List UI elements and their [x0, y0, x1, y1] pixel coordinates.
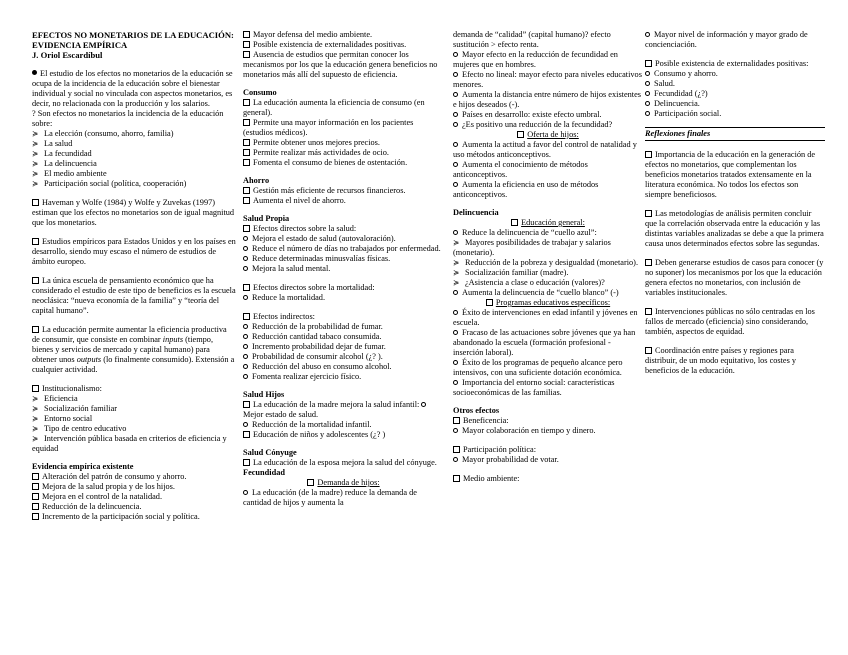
- circle-bullet-icon: [243, 236, 248, 241]
- circle-bullet-icon: [453, 72, 458, 77]
- eficiencia-paragraph: La educación permite aumentar la eficiencia productiva de consumir, que consiste en combinar inputs (tiempo, bienes y servicios de mercado y capital humano) para obtener unos outputs (lo finalmente consumido). Extensión a cualquier actividad.: [32, 325, 235, 374]
- document-title: EFECTOS NO MONETARIOS DE LA EDUCACIÓN: EVIDENCIA EMPÍRICA: [32, 30, 234, 50]
- list-item: Reduce el número de días no trabajados por enfermedad.: [243, 244, 444, 254]
- list-item: Fomenta realizar ejercicio físico.: [243, 372, 444, 382]
- list-item: Importancia del entorno social: características socioeconómicas de las familias.: [453, 378, 615, 397]
- circle-bullet-icon: [645, 111, 650, 116]
- list-item: Medio ambiente:: [453, 474, 643, 484]
- list-item: ≽ Participación social (política, cooperación): [32, 179, 187, 188]
- list-item: Mayor efecto en la reducción de fecundidad en mujeres que en hombres.: [453, 50, 618, 69]
- list-item: Alteración del patrón de consumo y ahorro.: [32, 472, 236, 482]
- arrow-bullet-icon: ≽: [32, 179, 39, 188]
- list-item: Reducción de la probabilidad de fumar.: [243, 322, 444, 332]
- list-item: Incremento de la participación social y política.: [32, 512, 236, 522]
- list-item: La educación (de la madre) reduce la demanda de cantidad de hijos y aumenta la: [243, 488, 417, 507]
- checkbox-square-icon: [645, 151, 652, 158]
- circle-bullet-icon: [243, 344, 248, 349]
- continuation-text: demanda de “calidad” (capital humano)? efecto sustitución > efecto renta.: [453, 30, 611, 49]
- list-item: La educación aumenta la eficiencia de consumo (en general).: [243, 98, 425, 117]
- intro-paragraph: El estudio de los efectos no monetarios de la educación se ocupa de la incidencia de la educación sobre el bienestar individual y social no vinculada con aspectos monetarios, es decir, no relacionada con la producción y los salarios.: [32, 69, 233, 108]
- reflexion-paragraph: Intervenciones públicas no sólo centradas en los fallos de mercado (eficiencia) sino considerando, también, aspectos de equidad.: [645, 307, 815, 336]
- list-item: Éxito de los programas de pequeño alcance pero intensivos, con una suficiente dotación económica.: [453, 358, 623, 377]
- checkbox-square-icon: [243, 313, 250, 320]
- checkbox-square-icon: [32, 513, 39, 520]
- section-heading-delincuencia: Delincuencia: [453, 208, 499, 217]
- list-item: ≽ ¿Asistencia a clase o educación (valores)?: [453, 278, 605, 287]
- section-heading-consumo: Consumo: [243, 88, 277, 97]
- list-item: Fecundidad (¿?): [645, 89, 825, 99]
- institucionalismo: Institucionalismo:: [32, 384, 236, 394]
- subheading-programas: Programas educativos específicos:: [453, 298, 643, 308]
- arrow-bullet-icon: ≽: [32, 149, 39, 158]
- section-heading-evidencia: Evidencia empírica existente: [32, 462, 134, 471]
- list-item: ≽ Mayores posibilidades de trabajar y salarios (monetario).: [453, 238, 611, 257]
- circle-bullet-icon: [453, 330, 458, 335]
- list-item: ¿Es positivo una reducción de la fecundidad?: [453, 120, 643, 130]
- circle-bullet-icon: [453, 122, 458, 127]
- checkbox-square-icon: [645, 210, 652, 217]
- list-item: ≽ Socialización familiar (madre).: [453, 268, 569, 277]
- circle-bullet-icon: [453, 52, 458, 57]
- checkbox-square-icon: [243, 31, 250, 38]
- arrow-bullet-icon: ≽: [453, 238, 460, 247]
- list-item: Aumenta la distancia entre número de hijos existentes e hijos deseados (-).: [453, 90, 642, 109]
- list-item: Mayor probabilidad de votar.: [453, 455, 643, 465]
- reflexion-paragraph: Importancia de la educación en la generación de efectos no monetarios, que complementan los beneficios monetarios tratados extensamente en la literatura económica. No todos los efectos son siempre beneficiosos.: [645, 150, 816, 199]
- list-item: Permite una mayor información en los pacientes (estudios médicos).: [243, 118, 414, 137]
- section-heading-salud-conyuge: Salud Cónyuge: [243, 448, 297, 457]
- checkbox-square-icon: [645, 347, 652, 354]
- checkbox-square-icon: [32, 483, 39, 490]
- list-item: Participación política:: [453, 445, 643, 455]
- list-item: Aumenta el nivel de ahorro.: [243, 196, 444, 206]
- list-item: Fracaso de las actuaciones sobre jóvenes que ya han abandonado la escuela (formación profesional - inserción laboral).: [453, 328, 636, 357]
- list-item: Consumo y ahorro.: [645, 69, 825, 79]
- list-item: ≽ Entorno social: [32, 414, 93, 423]
- circle-bullet-icon: [453, 182, 458, 187]
- arrow-bullet-icon: ≽: [453, 258, 460, 267]
- list-item: Mejora el estado de salud (autovaloración).: [243, 234, 444, 244]
- list-item: ≽ Intervención pública basada en criterios de eficiencia y equidad: [32, 434, 227, 453]
- circle-bullet-icon: [421, 402, 426, 407]
- checkbox-square-icon: [243, 51, 250, 58]
- list-item: Mayor colaboración en tiempo y dinero.: [453, 426, 643, 436]
- checkbox-square-icon: [32, 493, 39, 500]
- circle-bullet-icon: [453, 142, 458, 147]
- circle-bullet-icon: [453, 162, 458, 167]
- section-heading-ahorro: Ahorro: [243, 176, 270, 185]
- checkbox-square-icon: [243, 459, 250, 466]
- checkbox-square-icon: [32, 326, 39, 333]
- list-item: Educación de niños y adolescentes (¿? ): [243, 430, 444, 440]
- checkbox-square-icon: [453, 417, 460, 424]
- circle-bullet-icon: [243, 246, 248, 251]
- circle-bullet-icon: [453, 457, 458, 462]
- circle-bullet-icon: [243, 490, 248, 495]
- list-item: ≽ El medio ambiente: [32, 169, 107, 178]
- circle-bullet-icon: [243, 266, 248, 271]
- list-item: Posible existencia de externalidades positivas.: [243, 40, 444, 50]
- list-item: Aumenta la eficiencia en uso de métodos anticonceptivos.: [453, 180, 599, 199]
- circle-bullet-icon: [453, 112, 458, 117]
- checkbox-square-icon: [32, 473, 39, 480]
- checkbox-square-icon: [645, 60, 652, 67]
- reflexion-paragraph: Deben generarse estudios de casos para conocer (y no suponer) los mecanismos por los que la educación genera efectos no monetarios, con inclusión de variables institucionales.: [645, 258, 824, 297]
- checkbox-square-icon: [243, 99, 250, 106]
- list-item: Permite realizar más actividades de ocio.: [243, 148, 444, 158]
- circle-bullet-icon: [453, 310, 458, 315]
- section-heading-otros: Otros efectos: [453, 406, 500, 415]
- checkbox-square-icon: [32, 238, 39, 245]
- arrow-bullet-icon: ≽: [32, 404, 39, 413]
- checkbox-square-icon: [243, 197, 250, 204]
- list-item: Ausencia de estudios que permitan conocer los mecanismos por los que la educación genera beneficios no monetarios más allí del supuesto de eficiencia.: [243, 50, 438, 79]
- subheading-demanda: Demanda de hijos:: [243, 478, 444, 488]
- estudios-paragraph: Estudios empíricos para Estados Unidos y en los países en desarrollo, siendo muy escaso el número de estudios de ámbito europeo.: [32, 237, 236, 266]
- list-item: Posible existencia de externalidades positivas:: [645, 59, 825, 69]
- circle-bullet-icon: [453, 360, 458, 365]
- circle-bullet-icon: [453, 428, 458, 433]
- arrow-bullet-icon: ≽: [32, 424, 39, 433]
- arrow-bullet-icon: ≽: [32, 169, 39, 178]
- arrow-bullet-icon: ≽: [32, 394, 39, 403]
- list-item: Incremento probabilidad dejar de fumar.: [243, 342, 444, 352]
- checkbox-square-icon: [243, 284, 250, 291]
- circle-bullet-icon: [645, 71, 650, 76]
- list-item: Mayor nivel de información y mayor grado de concienciación.: [645, 30, 808, 49]
- list-item: La educación de la esposa mejora la salud del cónyuge.: [243, 458, 444, 468]
- list-item: Reducción cantidad tabaco consumida.: [243, 332, 444, 342]
- circle-bullet-icon: [243, 295, 248, 300]
- list-item: Países en desarrollo: existe efecto umbral.: [453, 110, 643, 120]
- list-item: Aumenta la actitud a favor del control de natalidad y uso métodos anticonceptivos.: [453, 140, 637, 159]
- list-item: Gestión más eficiente de recursos financieros.: [243, 186, 444, 196]
- circle-bullet-icon: [645, 81, 650, 86]
- checkbox-square-icon: [243, 401, 250, 408]
- checkbox-square-icon: [243, 139, 250, 146]
- subheading-oferta: Oferta de hijos:: [453, 130, 643, 140]
- list-item: ≽ Reducción de la pobreza y desigualdad (monetario).: [453, 258, 639, 267]
- list-item: ≽ Socialización familiar: [32, 404, 118, 413]
- circle-bullet-icon: [645, 101, 650, 106]
- checkbox-square-icon: [243, 225, 250, 232]
- arrow-bullet-icon: ≽: [32, 434, 39, 443]
- reflexion-paragraph: Coordinación entre países y regiones para distribuir, de un modo equitativo, los costes y beneficios de la educación.: [645, 346, 797, 375]
- section-heading-fecundidad: Fecundidad: [243, 468, 285, 477]
- checkbox-square-icon: [243, 431, 250, 438]
- list-item: Efectos directos sobre la mortalidad:: [243, 283, 444, 293]
- list-item: Beneficencia:: [453, 416, 643, 426]
- section-heading-salud-propia: Salud Propia: [243, 214, 290, 223]
- arrow-bullet-icon: ≽: [32, 414, 39, 423]
- checkbox-square-icon: [243, 149, 250, 156]
- checkbox-square-icon: [32, 199, 39, 206]
- list-item: ≽ Eficiencia: [32, 394, 78, 403]
- checkbox-square-icon: [511, 219, 518, 226]
- arrow-bullet-icon: ≽: [32, 139, 39, 148]
- list-item: Efectos indirectos:: [243, 312, 444, 322]
- effects-list: [32, 129, 236, 189]
- list-item: Mejora en el control de la natalidad.: [32, 492, 236, 502]
- list-item: La educación de la madre mejora la salud infantil: Mejor estado de salud.: [243, 400, 444, 420]
- section-heading-salud-hijos: Salud Hijos: [243, 390, 285, 399]
- checkbox-square-icon: [32, 385, 39, 392]
- list-item: Permite obtener unos mejores precios.: [243, 138, 444, 148]
- escuela-paragraph: La única escuela de pensamiento económico que ha considerado el estudio de este tipo de beneficios es la escuela neoclásica: “nueva economía de la familia” y “teoría del capital humano”.: [32, 276, 236, 315]
- list-item: Participación social.: [645, 109, 825, 119]
- question: ? Son efectos no monetarios la incidencia de la educación sobre:: [32, 109, 224, 128]
- institucionalismo-list: [32, 394, 236, 454]
- list-item: Fomenta el consumo de bienes de ostentación.: [243, 158, 444, 168]
- list-item: Probabilidad de consumir alcohol (¿? ).: [243, 352, 444, 362]
- circle-bullet-icon: [453, 230, 458, 235]
- checkbox-square-icon: [307, 479, 314, 486]
- haveman-paragraph: Haveman y Wolfe (1984) y Wolfe y Zuvekas (1997) estiman que los efectos no monetarios son de igual magnitud que los monetarios.: [32, 198, 235, 227]
- circle-bullet-icon: [243, 334, 248, 339]
- arrow-bullet-icon: ≽: [32, 129, 39, 138]
- circle-bullet-icon: [243, 354, 248, 359]
- circle-bullet-icon: [645, 91, 650, 96]
- list-item: Efectos directos sobre la salud:: [243, 224, 444, 234]
- checkbox-square-icon: [32, 503, 39, 510]
- checkbox-square-icon: [486, 299, 493, 306]
- column-2: [243, 30, 444, 508]
- circle-bullet-icon: [453, 380, 458, 385]
- list-item: Mayor defensa del medio ambiente.: [243, 30, 444, 40]
- list-item: ≽ La elección (consumo, ahorro, familia): [32, 129, 174, 138]
- author: J. Oriol Escardíbul: [32, 50, 103, 60]
- reflexion-paragraph: Las metodologías de análisis permiten concluir que la correlación observada entre la educación y las distintas variables analizadas se debe a que la primera causa unos determinados efectos sobre las segundas.: [645, 209, 824, 248]
- arrow-bullet-icon: ≽: [32, 159, 39, 168]
- list-item: Reduce la delincuencia de “cuello azul”:: [453, 228, 643, 238]
- circle-bullet-icon: [453, 290, 458, 295]
- list-item: ≽ La fecundidad: [32, 149, 92, 158]
- circle-bullet-icon: [243, 374, 248, 379]
- subheading-educacion-general: Educación general:: [453, 218, 643, 228]
- checkbox-square-icon: [243, 187, 250, 194]
- column-3: [453, 30, 643, 484]
- checkbox-square-icon: [243, 159, 250, 166]
- list-item: ≽ La delincuencia: [32, 159, 97, 168]
- arrow-bullet-icon: ≽: [453, 278, 460, 287]
- list-item: Efecto no lineal: mayor efecto para niveles educativos menores.: [453, 70, 642, 89]
- list-item: Reducción de la delincuencia.: [32, 502, 236, 512]
- list-item: Mejora la salud mental.: [243, 264, 444, 274]
- list-item: Mejora de la salud propia y de los hijos.: [32, 482, 236, 492]
- checkbox-square-icon: [645, 259, 652, 266]
- column-1: [32, 30, 236, 522]
- checkbox-square-icon: [645, 308, 652, 315]
- circle-bullet-icon: [243, 422, 248, 427]
- circle-bullet-icon: [645, 32, 650, 37]
- list-item: Aumenta el conocimiento de métodos anticonceptivos.: [453, 160, 588, 179]
- checkbox-square-icon: [453, 475, 460, 482]
- list-item: Salud.: [645, 79, 825, 89]
- list-item: Reduce determinadas minusvalías físicas.: [243, 254, 444, 264]
- section-heading-reflexiones: Reflexiones finales: [645, 127, 825, 141]
- list-item: Delincuencia.: [645, 99, 825, 109]
- list-item: ≽ La salud: [32, 139, 73, 148]
- circle-bullet-icon: [453, 92, 458, 97]
- bullet-icon: [32, 70, 37, 75]
- arrow-bullet-icon: ≽: [453, 268, 460, 277]
- list-item: Reducción del abuso en consumo alcohol.: [243, 362, 444, 372]
- checkbox-square-icon: [453, 446, 460, 453]
- circle-bullet-icon: [243, 364, 248, 369]
- circle-bullet-icon: [243, 256, 248, 261]
- checkbox-square-icon: [32, 277, 39, 284]
- column-4: [645, 30, 825, 376]
- list-item: Reduce la mortalidad.: [243, 293, 444, 303]
- list-item: ≽ Tipo de centro educativo: [32, 424, 127, 433]
- checkbox-square-icon: [243, 41, 250, 48]
- checkbox-square-icon: [517, 131, 524, 138]
- list-item: Aumenta la delincuencia de “cuello blanco” (-): [453, 288, 643, 298]
- circle-bullet-icon: [243, 324, 248, 329]
- checkbox-square-icon: [243, 119, 250, 126]
- list-item: Éxito de intervenciones en edad infantil y jóvenes en escuela.: [453, 308, 638, 327]
- list-item: Reducción de la mortalidad infantil.: [243, 420, 444, 430]
